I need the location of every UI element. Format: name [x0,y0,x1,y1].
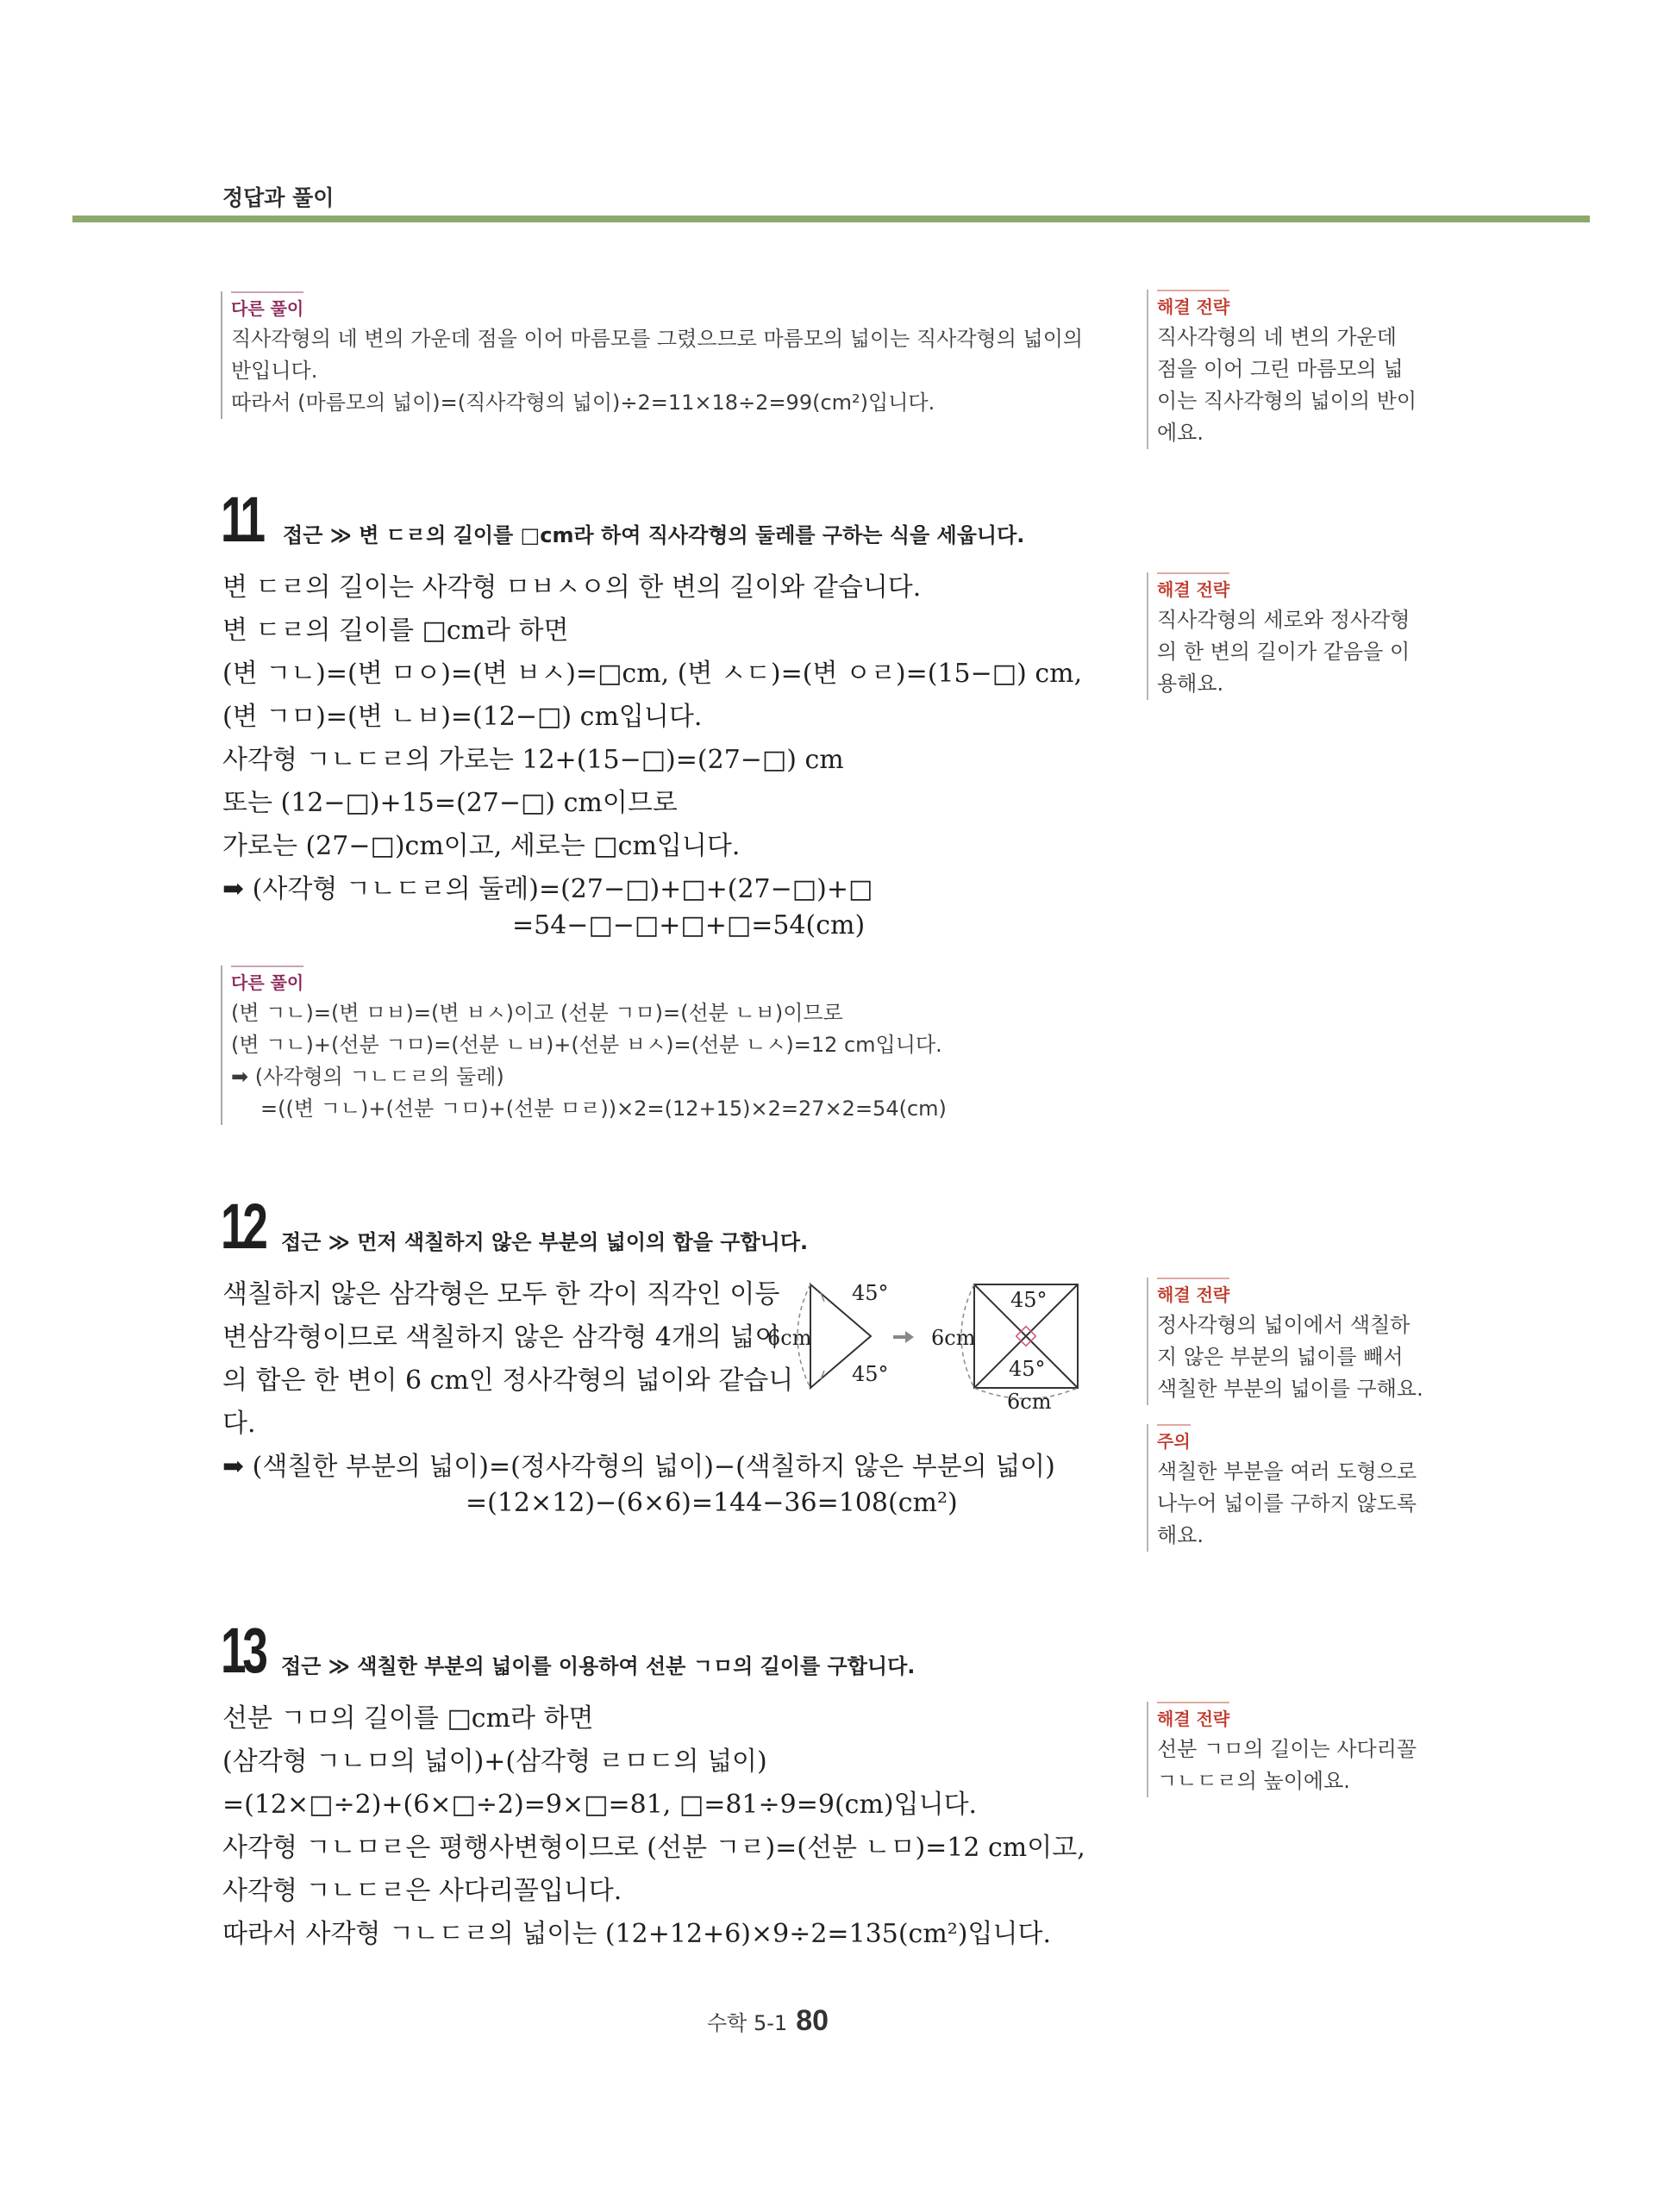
page-header-title: 정답과 풀이 [222,185,335,210]
right-arrow-icon [893,1331,914,1343]
strategy-box-3 [1147,1278,1433,1405]
strategy-line: 이는 직사각형의 넓이의 반이 [1157,389,1417,413]
alt-solution-box-2 [221,965,947,1125]
solution-line: 또는 (12−□)+15=(27−□) cm이므로 [222,788,678,818]
strategy-line: 용해요. [1157,672,1224,696]
solution-line: 변 ㄷㄹ의 길이는 사각형 ㅁㅂㅅㅇ의 한 변의 길이와 같습니다. [222,572,922,603]
solution-line: 변삼각형이므로 색칠하지 않은 삼각형 4개의 넓이 [222,1322,780,1353]
question-approach-12: 접근 ≫ 먼저 색칠하지 않은 부분의 넓이의 합을 구합니다. [281,1230,809,1254]
solution-line: 변 ㄷㄹ의 길이를 □cm라 하면 [222,615,569,646]
question-approach-11: 접근 ≫ 변 ㄷㄹ의 길이를 □cm라 하여 직사각형의 둘레를 구하는 식을 세웁니다. [283,523,1025,547]
alt-solution-line: =((변 ㄱㄴ)+(선분 ㄱㅁ)+(선분 ㅁㄹ))×2=(12+15)×2=27×2=54(cm) [260,1097,947,1121]
strategy-line: 직사각형의 세로와 정사각형 [1157,608,1410,632]
strategy-line: 에요. [1157,421,1204,445]
alt-solution-line: (변 ㄱㄴ)=(변 ㅁㅂ)=(변 ㅂㅅ)이고 (선분 ㄱㅁ)=(선분 ㄴㅂ)이므로 [231,1001,843,1025]
strategy-box-5 [1147,1702,1433,1797]
square-angle-bottom: 45° [1009,1357,1046,1381]
solution-line: ➡ (색칠한 부분의 넓이)=(정사각형의 넓이)−(색칠하지 않은 부분의 넓이) [222,1452,1055,1482]
solution-line: 사각형 ㄱㄴㄷㄹ은 사다리꼴입니다. [222,1876,622,1906]
square-side-bottom-label: 6cm [1007,1390,1052,1414]
caution-title: 주의 [1157,1424,1191,1453]
solution-line: =(12×12)−(6×6)=144−36=108(cm²) [466,1488,958,1518]
strategy-line: 선분 ㄱㅁ의 길이는 사다리꼴 [1157,1737,1417,1761]
solution-line: 색칠하지 않은 삼각형은 모두 한 각이 직각인 이등 [222,1279,780,1309]
solution-line: 의 합은 한 변이 6 cm인 정사각형의 넓이와 같습니 [222,1365,794,1396]
page-number: 80 [796,2004,829,2037]
alt-solution-line: (변 ㄱㄴ)+(선분 ㄱㅁ)=(선분 ㄴㅂ)+(선분 ㅂㅅ)=(선분 ㄴㅅ)=12 cm입니다. [231,1033,942,1057]
strategy-line: 점을 이어 그린 마름모의 넓 [1157,357,1404,381]
solution-line: ➡ (사각형 ㄱㄴㄷㄹ의 둘레)=(27−□)+□+(27−□)+□ [222,874,873,904]
page-footer [707,2004,829,2038]
caution-line: 색칠한 부분을 여러 도형으로 [1157,1459,1417,1484]
square-side-left-label: 6cm [931,1326,976,1350]
question-number-11: 11 [221,484,262,555]
caution-line: 나누어 넓이를 구하지 않도록 [1157,1491,1417,1515]
alt-solution-title: 다른 풀이 [231,965,303,994]
solution-line: 사각형 ㄱㄴㄷㄹ의 가로는 12+(15−□)=(27−□) cm [222,745,844,775]
question-number-12: 12 [221,1190,265,1262]
solution-line: 다. [222,1409,256,1439]
footer-book-title: 수학 5-1 [707,2011,788,2035]
strategy-title: 해결 전략 [1157,1278,1229,1306]
question-approach-13: 접근 ≫ 색칠한 부분의 넓이를 이용하여 선분 ㄱㅁ의 길이를 구합니다. [281,1654,916,1678]
caution-box [1147,1424,1433,1552]
question-number-13: 13 [221,1615,265,1686]
solution-line: (변 ㄱㅁ)=(변 ㄴㅂ)=(12−□) cm입니다. [222,702,703,732]
alt-solution-title: 다른 풀이 [231,291,303,320]
solution-line: (삼각형 ㄱㄴㅁ의 넓이)+(삼각형 ㄹㅁㄷ의 넓이) [222,1746,767,1777]
alt-solution-box-1 [221,291,1083,419]
triangle-side-label: 6cm [767,1326,812,1350]
square-angle-top: 45° [1010,1288,1048,1312]
alt-solution-line: ➡ (사각형의 ㄱㄴㄷㄹ의 둘레) [231,1065,504,1089]
solution-line: 선분 ㄱㅁ의 길이를 □cm라 하면 [222,1703,594,1734]
alt-solution-line: 반입니다. [231,359,318,383]
header-divider [72,216,1590,222]
alt-solution-line: 직사각형의 네 변의 가운데 점을 이어 마름모를 그렸으므로 마름모의 넓이는 직사각형의 넓이의 [231,327,1084,351]
solution-line: (변 ㄱㄴ)=(변 ㅁㅇ)=(변 ㅂㅅ)=□cm, (변 ㅅㄷ)=(변 ㅇㄹ)=(15−□) cm, [222,659,1083,689]
caution-line: 해요. [1157,1523,1204,1547]
strategy-line: 정사각형의 넓이에서 색칠하 [1157,1313,1410,1337]
solution-line: 따라서 사각형 ㄱㄴㄷㄹ의 넓이는 (12+12+6)×9÷2=135(cm²)입니다. [222,1919,1051,1949]
alt-solution-line: 따라서 (마름모의 넓이)=(직사각형의 넓이)÷2=11×18÷2=99(cm²)입니다. [231,391,935,415]
strategy-title: 해결 전략 [1157,572,1229,601]
solution-line: 가로는 (27−□)cm이고, 세로는 □cm입니다. [222,831,741,861]
triangle-angle-top: 45° [852,1281,889,1305]
strategy-line: ㄱㄴㄷㄹ의 높이에요. [1157,1769,1350,1793]
solution-line: 사각형 ㄱㄴㅁㄹ은 평행사변형이므로 (선분 ㄱㄹ)=(선분 ㄴㅁ)=12 cm이고, [222,1833,1085,1863]
triangle-angle-bottom: 45° [852,1362,889,1386]
solution-line: =(12×□÷2)+(6×□÷2)=9×□=81, □=81÷9=9(cm)입니다. [222,1790,978,1820]
q12-figure [767,1267,1095,1414]
strategy-title: 해결 전략 [1157,1702,1229,1730]
strategy-box-1 [1147,290,1433,449]
solution-line: =54−□−□+□+□=54(cm) [512,910,866,940]
strategy-line: 지 않은 부분의 넓이를 빼서 [1157,1345,1404,1369]
strategy-title: 해결 전략 [1157,290,1229,318]
strategy-line: 직사각형의 네 변의 가운데 [1157,325,1397,349]
strategy-box-2 [1147,572,1433,700]
strategy-line: 의 한 변의 길이가 같음을 이 [1157,640,1410,664]
strategy-line: 색칠한 부분의 넓이를 구해요. [1157,1377,1423,1401]
